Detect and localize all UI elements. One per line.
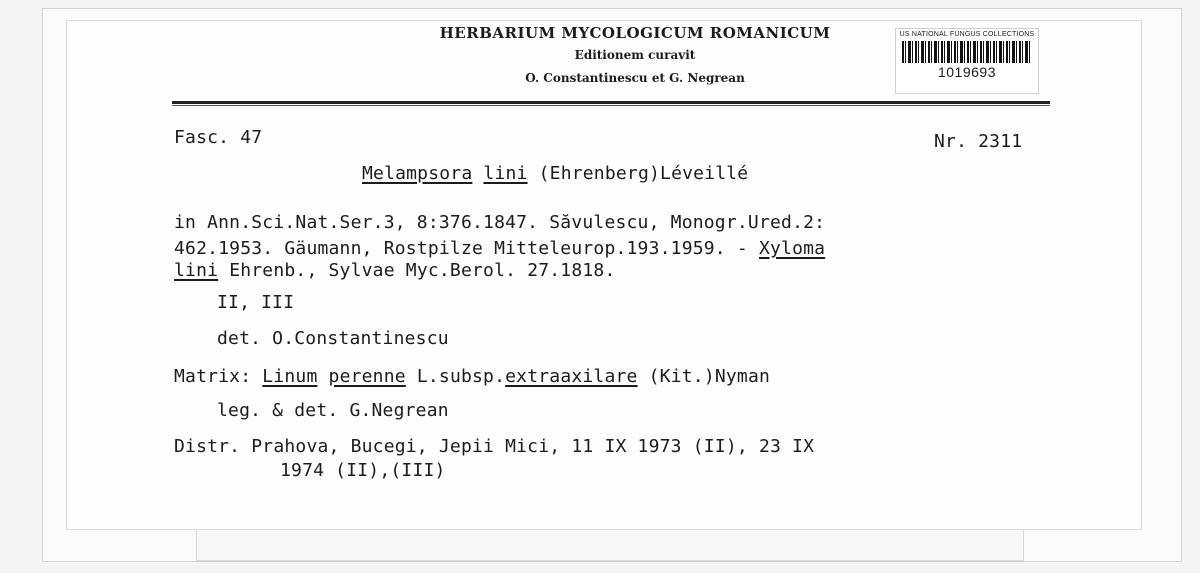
barcode-label (895, 28, 1039, 94)
host-species: perenne (328, 366, 406, 387)
species-authors: (Ehrenberg)Léveillé (538, 163, 749, 184)
barcode-number: 1019693 (937, 64, 996, 80)
header-divider (172, 101, 1050, 104)
herbarium-editors: O. Constantinescu et G. Negrean (525, 71, 745, 85)
barcode-icon (902, 41, 1032, 63)
spore-stages: II, III (217, 292, 295, 313)
herbarium-title: HERBARIUM MYCOLOGICUM ROMANICUM (439, 24, 831, 42)
herbarium-subtitle: Editionem curavit (574, 48, 696, 62)
host-authors: (Kit.)Nyman (637, 366, 771, 387)
citation-line-2 (174, 238, 825, 259)
exsiccata-number: Nr. 2311 (934, 131, 1023, 152)
citation-text-2: 462.1953. Gäumann, Rostpilze Mitteleurop.193.1959. - (174, 238, 759, 259)
host-subspecies: extraaxilare (505, 366, 638, 387)
matrix-line (174, 366, 770, 387)
species-name (362, 163, 748, 184)
species-epithet: lini (483, 163, 528, 184)
citation-line-3 (174, 260, 616, 281)
species-genus: Melampsora (362, 163, 473, 184)
fascicle-number: Fasc. 47 (174, 127, 263, 148)
distribution-line-2: 1974 (II),(III) (280, 460, 446, 481)
label-header (400, 24, 870, 85)
determiner: det. O.Constantinescu (217, 328, 449, 349)
citation-text-3: Ehrenb., Sylvae Myc.Berol. 27.1818. (218, 260, 616, 281)
distribution-line-1: Distr. Prahova, Bucegi, Jepii Mici, 11 IX 1973 (II), 23 IX (174, 436, 815, 457)
citation-line-1: in Ann.Sci.Nat.Ser.3, 8:376.1847. Săvulescu, Monogr.Ured.2: (174, 212, 826, 233)
barcode-collection: US NATIONAL FUNGUS COLLECTIONS (899, 31, 1035, 38)
host-genus: Linum (262, 366, 318, 387)
header-divider-thin (172, 105, 1050, 106)
matrix-prefix: Matrix: (174, 366, 263, 387)
synonym-genus: Xyloma (758, 238, 826, 259)
collector: leg. & det. G.Negrean (217, 400, 449, 421)
host-mid: L.subsp. (405, 366, 506, 387)
synonym-epithet: lini (174, 260, 219, 281)
